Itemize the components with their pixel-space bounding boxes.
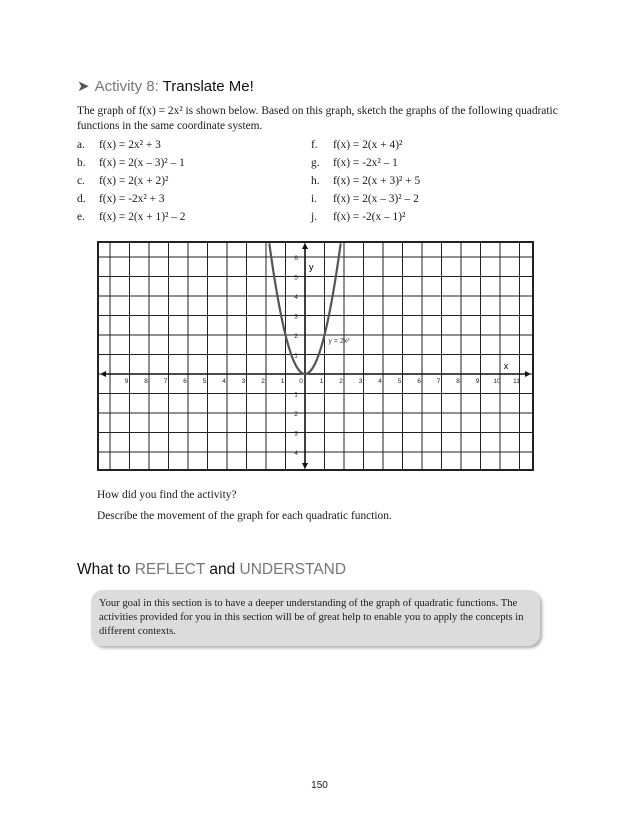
x-tick-label: 9: [124, 378, 129, 385]
goal-text: Your goal in this section is to have a deeper understanding of the graph of quadratic functions. The activities provided for you in this section will be of great help to enable you to apply the concepts in different contexts.: [99, 598, 524, 637]
list-item: c. f(x) = 2(x + 2)²: [77, 175, 169, 187]
y-tick-label: 2: [294, 411, 298, 418]
list-item: b. f(x) = 2(x – 3)² – 1: [77, 157, 185, 169]
y-tick-label: 6: [294, 255, 298, 262]
x-tick-label: 5: [202, 378, 207, 385]
question-2: Describe the movement of the graph for each quadratic function.: [97, 510, 392, 522]
list-item: g. f(x) = -2x² – 1: [311, 157, 398, 169]
x-tick-label: 5: [397, 378, 402, 385]
section-heading: What to REFLECT and UNDERSTAND: [77, 561, 347, 578]
x-axis-label: x: [503, 361, 509, 371]
arrow-icon: ➤: [77, 78, 90, 95]
x-tick-label: 7: [163, 378, 168, 385]
x-tick-label: 9: [475, 378, 480, 385]
list-item: h. f(x) = 2(x + 3)² + 5: [311, 175, 421, 187]
page-number: 150: [311, 780, 328, 791]
x-tick-label: 1: [319, 378, 324, 385]
question-1: How did you find the activity?: [97, 489, 237, 501]
x-tick-label: 3: [241, 378, 246, 385]
x-tick-label: 8: [144, 378, 148, 385]
curve-label: y = 2x²: [328, 337, 350, 345]
list-item: i. f(x) = 2(x – 3)² – 2: [311, 193, 419, 205]
x-tick-label: 4: [378, 378, 382, 385]
y-axis-label: y: [309, 261, 314, 272]
list-item: e. f(x) = 2(x + 1)² – 2: [77, 211, 186, 223]
x-tick-label: 2: [261, 378, 265, 385]
list-item: j. f(x) = -2(x – 1)²: [311, 211, 406, 223]
x-tick-label: 10: [493, 378, 501, 385]
x-tick-label: 6: [417, 378, 421, 385]
x-tick-label: 2: [339, 378, 343, 385]
y-tick-label: 4: [294, 294, 298, 301]
y-tick-label: 5: [294, 274, 298, 282]
y-tick-label: 3: [294, 313, 298, 321]
y-tick-label: 3: [294, 430, 298, 438]
y-tick-label: 1: [294, 391, 298, 399]
y-tick-label: 4: [294, 450, 298, 457]
x-tick-label: 0: [299, 378, 303, 385]
activity-title: Translate Me!: [162, 78, 254, 95]
x-tick-label: 6: [183, 378, 187, 385]
x-tick-label: 7: [436, 378, 441, 385]
list-item: d. f(x) = -2x² + 3: [77, 193, 165, 205]
activity-intro: The graph of f(x) = 2x² is shown below. Based on this graph, sketch the graphs of the following quadratic functions in the same coordinate system.: [77, 105, 558, 132]
y-tick-label: 1: [294, 352, 298, 360]
goal-box: [91, 590, 540, 646]
x-tick-label: 4: [222, 378, 226, 385]
list-item: a. f(x) = 2x² + 3: [77, 139, 161, 151]
x-tick-label: 8: [456, 378, 460, 385]
x-tick-label: 3: [358, 378, 363, 385]
x-tick-label: 11: [513, 378, 520, 385]
list-item: f. f(x) = 2(x + 4)²: [311, 139, 403, 151]
x-tick-label: 1: [280, 378, 285, 385]
activity-number: Activity 8:: [94, 78, 159, 95]
y-tick-label: 2: [294, 333, 298, 340]
